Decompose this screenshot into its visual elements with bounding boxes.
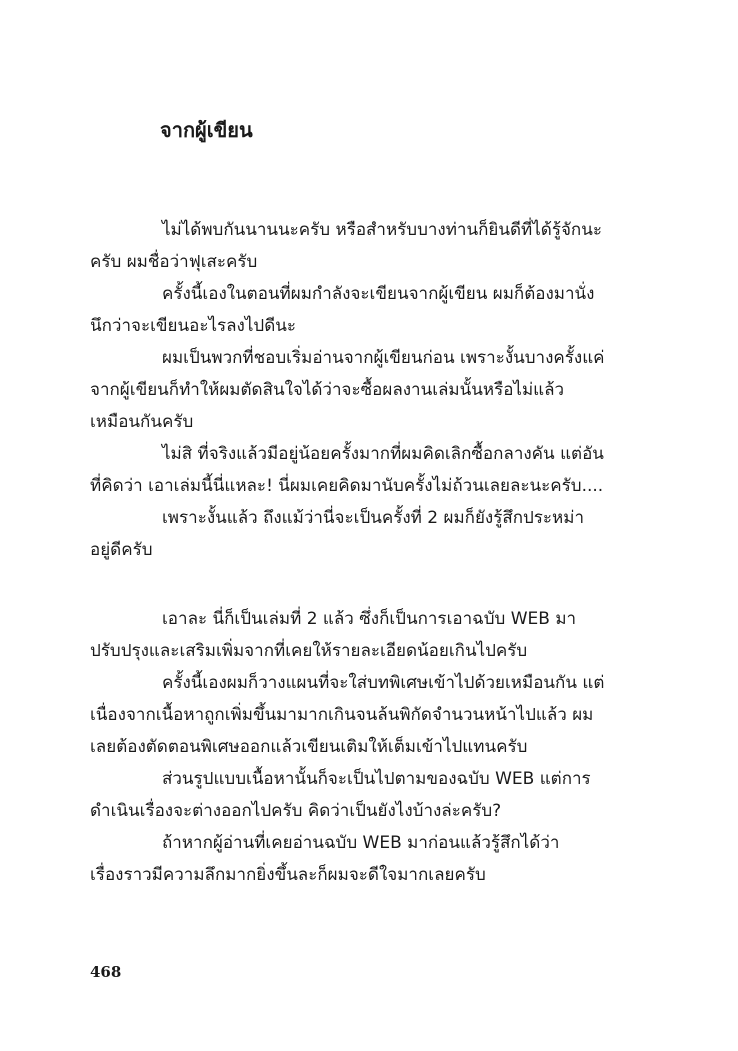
page-number: 468	[90, 963, 122, 981]
paragraph: เอาละ นี่ก็เป็นเล่มที่ 2 แล้ว ซึ่งก็เป็นการเอาฉบับ WEB มา ปรับปรุงและเสริมเพิ่มจากที่เคยให้รายละเอียดน้อยเกินไปครับ	[90, 609, 577, 661]
paragraph: ครั้งนี้เองผมก็วางแผนที่จะใส่บทพิเศษเข้าไปด้วยเหมือนกัน แต่ เนื่องจากเนื้อหาถูกเพิ่มขึ้นมามากเกินจนล้นพิกัดจำนวนหน้าไปแล้ว ผม เลยต้องตัดตอนพิเศษออกแล้วเขียนเติมให้เต็มเข้าไปแทนครับ	[90, 673, 605, 757]
paragraph: ครั้งนี้เองในตอนที่ผมกำลังจะเขียนจากผู้เขียน ผมก็ต้องมานั่ง นึกว่าจะเขียนอะไรลงไปดีนะ	[90, 284, 595, 336]
section-spacer	[90, 566, 652, 603]
paragraph: เพราะงั้นแล้ว ถึงแม้ว่านี่จะเป็นครั้งที่ 2 ผมก็ยังรู้สึกประหม่า อยู่ดีครับ	[90, 508, 585, 560]
paragraph: ไม่ได้พบกันนานนะครับ หรือสำหรับบางท่านก็ยินดีที่ได้รู้จักนะ ครับ ผมชื่อว่าฟุเสะครับ	[90, 220, 602, 272]
afterword-body	[90, 214, 652, 891]
page-title: จากผู้เขียน	[160, 118, 253, 142]
paragraph: ส่วนรูปแบบเนื้อหานั้นก็จะเป็นไปตามของฉบับ WEB แต่การ ดำเนินเรื่องจะต่างออกไปครับ คิดว่าเป็นยังไงบ้างล่ะครับ?	[90, 769, 591, 821]
paragraph: ไม่สิ ที่จริงแล้วมีอยู่น้อยครั้งมากที่ผมคิดเลิกซื้อกลางคัน แต่อัน ที่คิดว่า เอาเล่มนี้นี่แหละ! นี่ผมเคยคิดมานับครั้งไม่ถ้วนเลยละนะครับ....	[90, 444, 604, 496]
paragraph: ถ้าหากผู้อ่านที่เคยอ่านฉบับ WEB มาก่อนแล้วรู้สึกได้ว่า เรื่องราวมีความลึกมากยิ่งขึ้นละก็ผมจะดีใจมากเลยครับ	[90, 833, 560, 885]
paragraph: ผมเป็นพวกที่ชอบเริ่มอ่านจากผู้เขียนก่อน เพราะงั้นบางครั้งแค่ จากผู้เขียนก็ทำให้ผมตัดสินใจได้ว่าจะซื้อผลงานเล่มนั้นหรือไม่แล้ว เหมือนกันครับ	[90, 348, 605, 432]
